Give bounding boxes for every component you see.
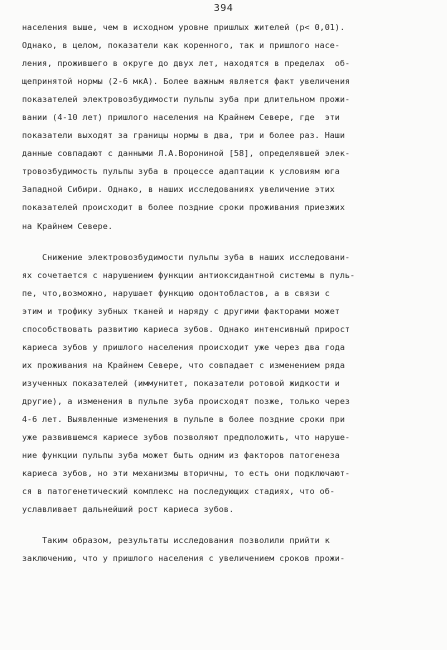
paragraph-3 (22, 531, 434, 567)
text-line: Западной Сибири. Однако, в наших исследованиях увеличение этих (22, 184, 335, 195)
text-line: их проживания на Крайнем Севере, что совпадает с изменением ряда (22, 359, 345, 370)
page-number: 394 (213, 3, 234, 14)
text-line: другие), а изменения в пульпе зуба происходят позже, только через (22, 395, 350, 406)
text-line: тровозбудимость пульпы зуба в процессе адаптации к условиям юга (22, 166, 340, 177)
text-line: пе, что,возможно, нарушает функцию одонтобластов, а в связи с (22, 287, 330, 298)
text-line: ние функции пульпы зуба может быть одним из факторов патогенеза (22, 450, 340, 461)
text-line: кариеса зубов у пришлого населения происходит уже через два года (22, 341, 345, 352)
text-line: Однако, в целом, показатели как коренного, так и пришлого насе- (22, 40, 340, 51)
text-line: кариеса зубов, но эти механизмы вторичны, то есть они подключают- (22, 468, 350, 479)
text-line: ях сочетается с нарушением функции антиоксидантной системы в пуль- (22, 269, 355, 280)
text-line: населения выше, чем в исходном уровне пришлых жителей (р< 0,01). (22, 22, 345, 32)
paragraph-gap (22, 518, 434, 531)
text-line: способствовать развитию кариеса зубов. Однако интенсивный прирост (22, 323, 350, 334)
text-line: данные совпадают с данными Л.А.Ворониной [58], определявшей элек- (22, 148, 350, 159)
paragraph-2 (22, 248, 434, 519)
text-line: заключению, что у пришлого населения с увеличением сроков прожи- (22, 553, 345, 564)
text-line: уславливает дальнейший рост кариеса зубов. (22, 504, 234, 515)
text-line: изученных показателей (иммунитет, показатели ротовой жидкости и (22, 377, 340, 388)
text-line: вании (4-10 лет) пришлого населения на Крайнем Севере, где эти (22, 112, 340, 123)
text-line: на Крайнем Севере. (22, 220, 113, 231)
text-line: уже развившемся кариесе зубов позволяют предположить, что наруше- (22, 432, 350, 443)
text-line: этим и трофику зубных тканей и наряду с другими факторами может (22, 305, 340, 316)
text-line: щепринятой нормы (2-6 мкА). Более важным является факт увеличения (22, 76, 350, 87)
text-line: 4-6 лет. Выявленные изменения в пульпе в более поздние сроки при (22, 413, 345, 424)
text-line: показателей происходит в более поздние сроки проживания приезжих (22, 202, 345, 213)
text-line: показатели выходят за границы нормы в два, три и более раз. Наши (22, 130, 345, 141)
text-line: Снижение электровозбудимости пульпы зуба в наших исследовани- (22, 251, 350, 262)
text-line: Таким образом, результаты исследования позволили прийти к (22, 535, 330, 546)
paragraph-1 (22, 18, 434, 235)
paragraph-gap (22, 235, 434, 248)
text-line: ления, прожившего в округе до двух лет, находятся в пределах об- (22, 58, 350, 69)
text-line: ся в патогенетический комплекс на последующих стадиях, что об- (22, 486, 335, 497)
text-line: показателей электровозбудимости пульпы зуба при длительном прожи- (22, 94, 350, 105)
body-text (22, 18, 434, 567)
